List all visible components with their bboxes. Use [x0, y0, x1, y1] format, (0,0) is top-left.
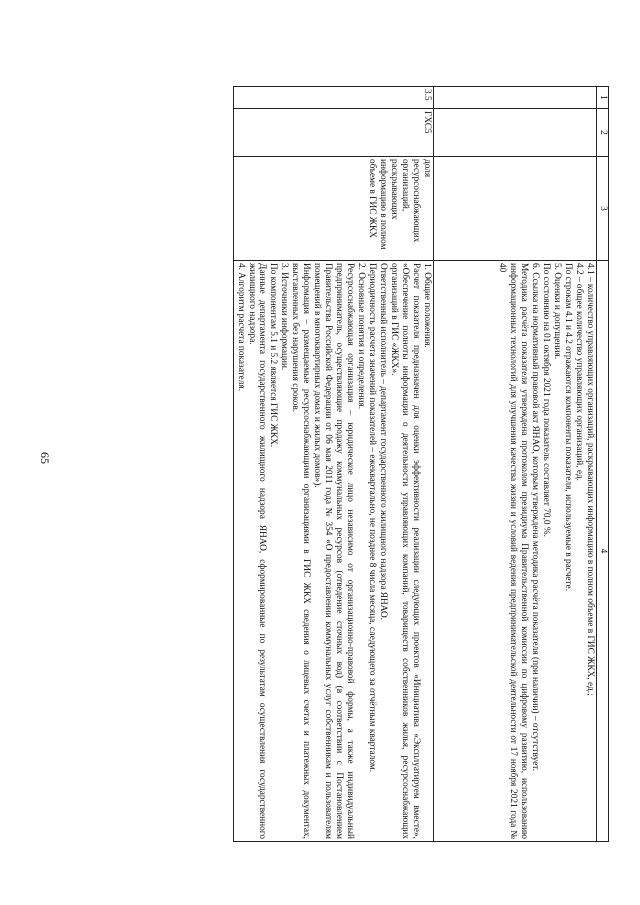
continued-indicator-cell	[434, 157, 597, 261]
methodology-table	[233, 86, 609, 842]
description-line-6: Ресурсоснабжающая организация – юридическое лицо независимо от организационно-правовой формы, а также индивидуальный предприниматель, осуществляющие продажу коммунальных ресурсов (отведение сточных вод) (в соответствии с Постановлением Правительства Российской Федерации от 06 мая 2011 года № 354 «О предоставлении коммунальных услуг собственникам и пользователям помещений в многоквартирных домах и жилых домов»).	[312, 263, 356, 839]
continued-line-1: 4.1 – количество управляющих организаций, раскрывающих информацию в полном объеме в ГИС ЖКХ, ед.;	[585, 263, 596, 696]
description-line-3: Ответственный исполнитель – департамент государственного жилищного надзора ЯНАО.	[378, 263, 389, 620]
continued-description-cell	[434, 261, 597, 842]
row-description-cell	[233, 261, 433, 842]
table-header-row	[597, 87, 609, 842]
row-indicator-cell: доля ресурсоснабжающих организаций, раскрывающих информацию в полном объеме в ГИС ЖКХ	[233, 157, 433, 261]
table-row-3-5	[233, 87, 433, 842]
description-line-8: 3. Источники информации.	[279, 263, 290, 371]
page-number: 65	[38, 452, 52, 464]
description-line-1: 1. Общие положения.	[422, 263, 433, 348]
continued-line-5: По состоянию на 01 октября 2021 года показатель составляет 70,0 %.	[541, 263, 552, 537]
rotated-table-wrapper	[109, 86, 609, 841]
description-line-9: По компонентам 5.1 и 5.2 является ГИС ЖКХ.	[268, 263, 279, 448]
header-col-1: 1	[597, 87, 609, 109]
description-line-2: Расчет показателя предназначен для оценки эффективности реализации следующих проектов «Инициатива «Эксплуатируем вместе», «Обеспечение полноты информации о деятельности управляющих компаний, товариществ собственников жилья, ресурсоснабжающих организаций в ГИС «ЖКХ».	[389, 263, 422, 839]
continued-line-6: 6. Ссылка на нормативный правовой акт ЯНАО, которым утверждена методика расчёта показателя (при наличии) – отсутствует.	[530, 263, 541, 771]
continued-line-3: По строкам 4.1 и 4.2 отражаются компоненты показателя, используемые в расчете.	[563, 263, 574, 592]
table-row-continued	[434, 87, 597, 842]
continued-line-7: Методика расчёта показателя утверждена протоколом президиума Правительственной комиссии по цифровому развитию, использованию информационных технологий для улучшения качества жизни и условий ведения предпринимательской деятельности от 17 ноября 2021 года № 40	[497, 263, 530, 839]
header-col-2: 2	[597, 109, 609, 157]
continued-line-2: 4.2 – общее количество управляющих организаций, ед.	[574, 263, 585, 481]
description-line-4: Периодичность расчета значений показателей – ежеквартально, не позднее 8 числа месяца, следующего за отчётным кварталом.	[367, 263, 378, 773]
continued-line-4: 5. Оценки и допущения.	[552, 263, 563, 360]
continued-code-cell	[434, 109, 597, 157]
row-number-cell: 3.5	[233, 87, 433, 109]
header-col-3: 3	[597, 157, 609, 261]
description-line-10: Данные департамента государственного жилищного надзора ЯНАО, сформированные по результатам осуществления государственного жилищного надзора.	[246, 263, 268, 839]
row-code-cell: ГХС5	[233, 109, 433, 157]
description-line-11: 4. Алгоритм расчета показателя.	[235, 263, 246, 392]
description-line-7: Информация – размещаемые ресурсоснабжающими организациями в ГИС ЖКХ сведения о лицевых счетах и платежных документах, выставленных без нарушения сроков.	[290, 263, 312, 839]
description-line-5: 2. Основные понятия и определения.	[356, 263, 367, 410]
header-col-4: 4	[597, 261, 609, 842]
continued-number-cell	[434, 87, 597, 109]
